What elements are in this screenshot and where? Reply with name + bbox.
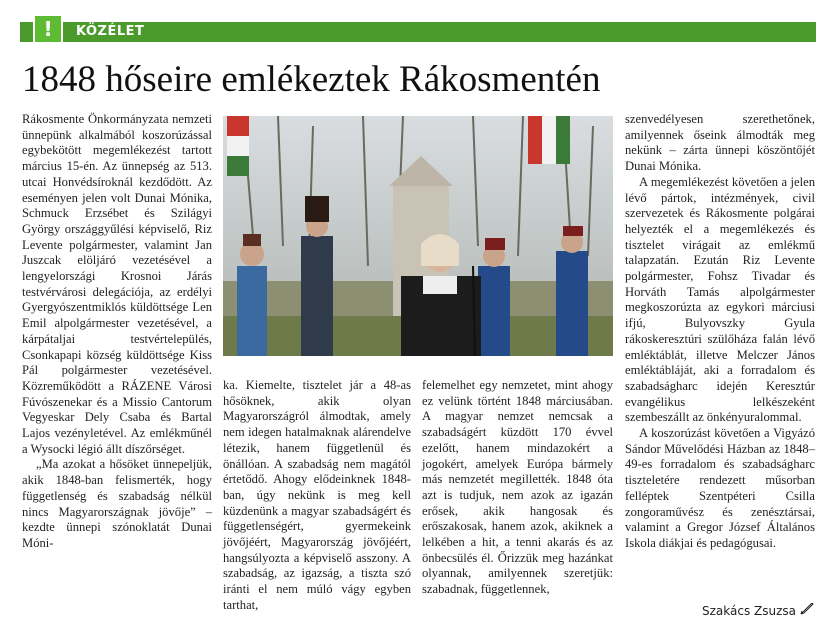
text-column-1: [22, 112, 212, 552]
paragraph: „Ma azokat a hősöket ünnepeljük, akik 1848-ban felismerték, hogy függetlenség és szabadság nélkül nincs Magyarországnak jövője” – kezdte ünnepi szónoklatát Dunai Móni-: [22, 457, 212, 550]
paragraph: ka. Kiemelte, tisztelet jár a 48-as hősöknek, akik olyan Magyarországról álmodtak, amely nem idegen hatalmaknak alárendelve létezik, hanem függetlenül és önállóan. A szabadság nem magától értetődő. Ahogy elődeinknek 1848-ban, úgy nekünk is meg kell küzdenünk a magyar szabadságért és függetlenségért, gyermekeink jövőjéért, Magyarország jövőjéért, hangsúlyozta a képviselő asszony. A szabadság, az igazság, a tiszta szó iránti el nem múló vágy egyben tarthat,: [223, 378, 411, 612]
text-column-2: [223, 378, 411, 614]
article-title: 1848 hőseire emlékeztek Rákosmentén: [22, 59, 601, 100]
paragraph: A megemlékezést követően a jelen lévő pártok, intézmények, civil szervezetek és Rákosmente polgárai helyezték el a megemlékezés és tisztelet virágait az emlékmű talapzatán. Ezután Riz Levente polgármester, Fohsz Tivadar és Horváth Tamás alpolgármester megkoszorúzta az egykori márciusi ifjú, Bulyovszky Gyula rákoskeresztúri szülőháza falán lévő emléktáblát, illetve Melczer János emléktábláját, aki a forradalom és szabadságharc idején Keresztúr evangélikus lelkészeként szembeszállt az önkényuralommal.: [625, 174, 815, 425]
text-column-4: [625, 112, 815, 552]
byline: [702, 603, 814, 618]
section-label: KÖZÉLET: [76, 24, 145, 39]
paragraph: Rákosmente Önkormányzata nemzeti ünnepünk alkalmából koszorúzással egybekötött megemlékezést tartott március 15-én. Az ünnepség az 513. utcai Honvédsíroknál kezdődött. Az eseményen jelen volt Dunai Mónika, Schmuck Erzsébet és Szilágyi György országgyűlési képviselő, Riz Levente polgármester, valamint Jan Juszcak elöljáró vezetésével a lengyelországi Krosnoi Járás testvérvárosi delegációja, az erdélyi Gyergyószentmiklós küldöttsége Len Emil alpolgármester vezetésével, a kárpátaljai testvértelepülés, Csonkapapi község küldöttsége Kiss Pál polgármester vezetésével. Közreműködött a RÁZENE Városi Fúvószenekar és a Missio Cantorum Vegyeskar Dely Csaba és Bartal Lajos vezényletével. Az emlékműnél a Wysocki légió állt díszőrséget.: [22, 112, 212, 456]
paragraph: felemelhet egy nemzetet, mint ahogy ez velünk történt 1848 márciusában. A magyar nemzet nemcsak a szabadságért küzdött 170 évvel ezelőtt, hanem mindazokért a jogokért, amelyek Európa bármely más nemzetét megillették. 1848 óta azt is tudjuk, nem azok az igazán erősek, akik hangosak és erőszakosak, hanem azok, akiknek a lelkében a hit, a tenni akarás és az önbecsülés él. Őrizzük meg hazánkat olyannak, amilyennek szeretjük: szabadnak, függetlennek,: [422, 378, 613, 597]
exclamation-icon: !: [33, 14, 63, 44]
text-column-3: [422, 378, 613, 598]
paragraph: szenvedélyesen szerethetőnek, amilyennek őseink álmodták meg nekünk – zárta ünnepi köszöntőjét Dunai Mónika.: [625, 112, 815, 174]
author-name: Szakács Zsuzsa: [701, 603, 796, 618]
pen-icon: [800, 603, 814, 618]
event-photo: [223, 116, 613, 356]
paragraph: A koszorúzást követően a Vigyázó Sándor Művelődési Házban az 1848–49-es forradalom és szabadságharc tiszteletére rendezett műsorban felléptek Szentpéteri Csilla zongoraművész és zenésztársai, valamint a Gregor József Általános Iskola diákjai és pedagógusai.: [625, 426, 815, 550]
